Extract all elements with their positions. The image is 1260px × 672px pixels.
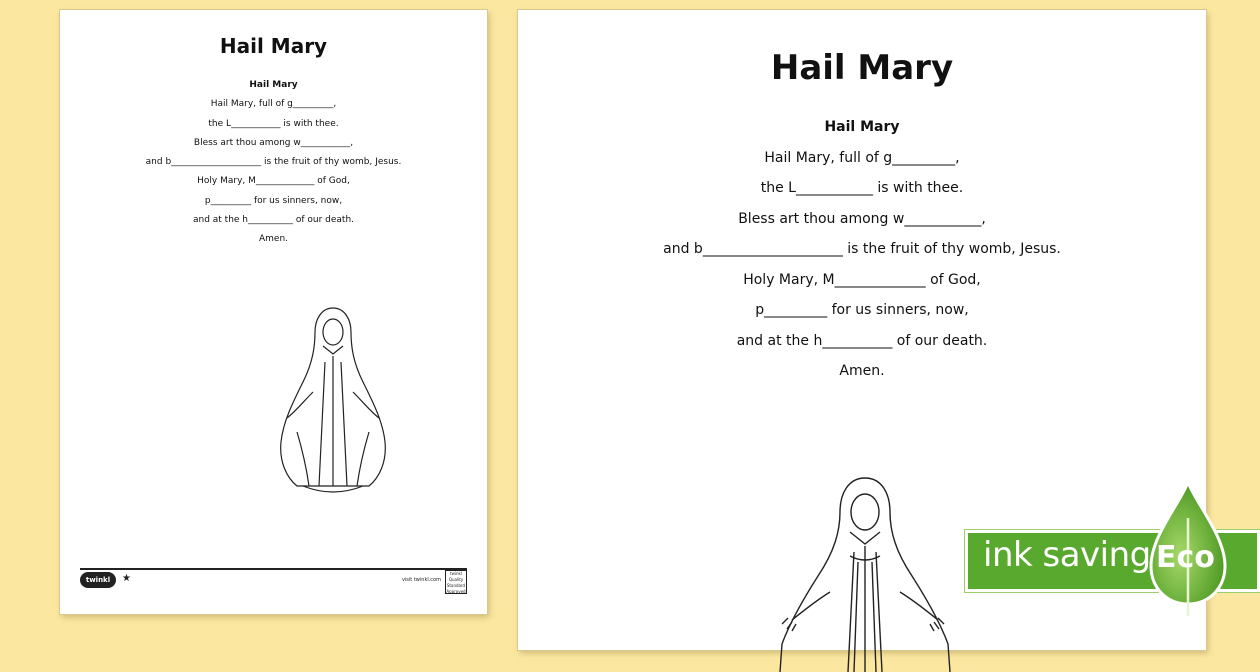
prayer-line: Hail Mary, full of g_________,: [210, 99, 337, 110]
footer-rule: [80, 568, 467, 570]
prayer-line: p_________ for us sinners, now,: [755, 302, 969, 318]
prayer-text: [518, 112, 1206, 387]
mary-illustration: [770, 472, 960, 672]
prayer-line: Amen.: [258, 234, 289, 245]
prayer-line: p_________ for us sinners, now,: [204, 195, 343, 206]
prayer-line: and at the h__________ of our death.: [192, 215, 355, 226]
mary-illustration: [273, 302, 393, 502]
twinkl-logo: twinkl: [80, 572, 116, 588]
prayer-line: Holy Mary, M_____________ of God,: [743, 271, 981, 288]
prayer-line: the L___________ is with thee.: [208, 118, 339, 129]
prayer-line: Bless art thou among w___________,: [738, 210, 986, 227]
star-icon: ★: [122, 573, 131, 584]
worksheet-preview-small: [60, 10, 487, 614]
prayer-line: and b____________________ is the fruit of thy womb, Jesus.: [663, 241, 1061, 257]
prayer-line: and at the h__________ of our death.: [736, 332, 988, 349]
worksheet-title: Hail Mary: [219, 34, 328, 58]
prayer-subtitle: Hail Mary: [824, 119, 900, 135]
ink-saving-eco-banner: [965, 478, 1260, 630]
prayer-line: Holy Mary, M_____________ of God,: [197, 176, 350, 187]
prayer-line: Hail Mary, full of g_________,: [764, 149, 960, 166]
prayer-subtitle: Hail Mary: [249, 80, 298, 90]
prayer-line: the L___________ is with thee.: [760, 180, 964, 196]
prayer-text: [60, 76, 487, 250]
quality-badge-icon: twinkl Quality Standard Approved: [446, 571, 466, 594]
worksheet-title: Hail Mary: [770, 48, 954, 88]
prayer-line: Bless art thou among w___________,: [193, 137, 354, 148]
prayer-line: and b____________________ is the fruit of thy womb, Jesus.: [145, 157, 402, 168]
prayer-line: Amen.: [839, 363, 885, 379]
eco-label: Eco: [1156, 540, 1215, 575]
visit-link-text: visit twinkl.com: [401, 577, 441, 583]
ink-saving-text: ink saving: [983, 535, 1151, 575]
